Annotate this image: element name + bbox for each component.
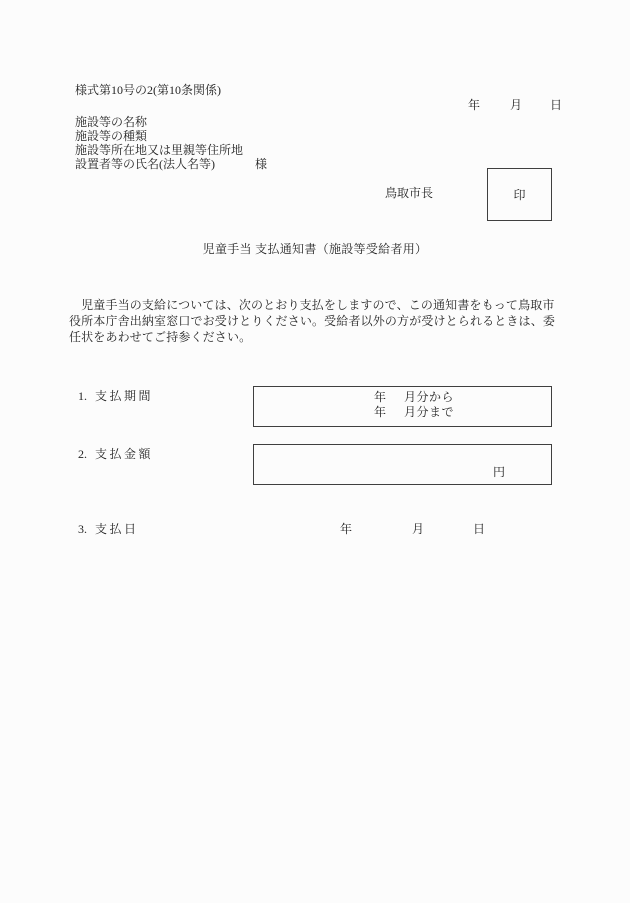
addressee-founder-name-label: 設置者等の氏名(法人名等) xyxy=(75,157,215,171)
seal-box xyxy=(487,168,552,221)
period-from-year-label: 年 xyxy=(374,390,387,404)
item-2-number: 2. xyxy=(78,447,87,461)
payment-amount-box xyxy=(253,444,552,485)
form-number: 様式第10号の2(第10条関係) xyxy=(75,83,221,97)
item-2-label: 支払金額 xyxy=(95,447,154,461)
addressee-facility-name-label: 施設等の名称 xyxy=(75,115,148,129)
addressee-facility-type-label: 施設等の種類 xyxy=(75,129,148,143)
amount-unit-yen: 円 xyxy=(493,465,506,479)
body-line-2: 役所本庁舎出納室窓口でお受けとりください。受給者以外の方が受けとられるときは、委 xyxy=(69,314,556,328)
seal-label: 印 xyxy=(513,187,526,202)
period-from-suffix: 月分から xyxy=(404,390,455,404)
item-3-label: 支払日 xyxy=(95,522,139,536)
payment-date-year-label: 年 xyxy=(340,522,353,536)
payment-date-month-label: 月 xyxy=(412,522,425,536)
period-to-suffix: 月分まで xyxy=(404,405,455,419)
item-1-number: 1. xyxy=(78,389,87,403)
mayor-title: 鳥取市長 xyxy=(385,186,434,200)
document-title: 児童手当 支払通知書（施設等受給者用） xyxy=(202,242,428,256)
payment-period-box xyxy=(253,386,552,427)
issue-date-year-label: 年 xyxy=(468,98,481,112)
payment-date-day-label: 日 xyxy=(473,522,486,536)
body-line-3: 任状をあわせてご持参ください。 xyxy=(69,330,252,344)
item-1-label: 支払期間 xyxy=(95,389,154,403)
issue-date-month-label: 月 xyxy=(510,98,523,112)
issue-date-day-label: 日 xyxy=(550,98,563,112)
period-to-year-label: 年 xyxy=(374,405,387,419)
addressee-facility-address-label: 施設等所在地又は里親等住所地 xyxy=(75,143,244,157)
honorific-sama: 様 xyxy=(255,157,268,171)
item-3-number: 3. xyxy=(78,522,87,536)
body-line-1: 児童手当の支給については、次のとおり支払をしますので、この通知書をもって鳥取市 xyxy=(69,298,555,312)
